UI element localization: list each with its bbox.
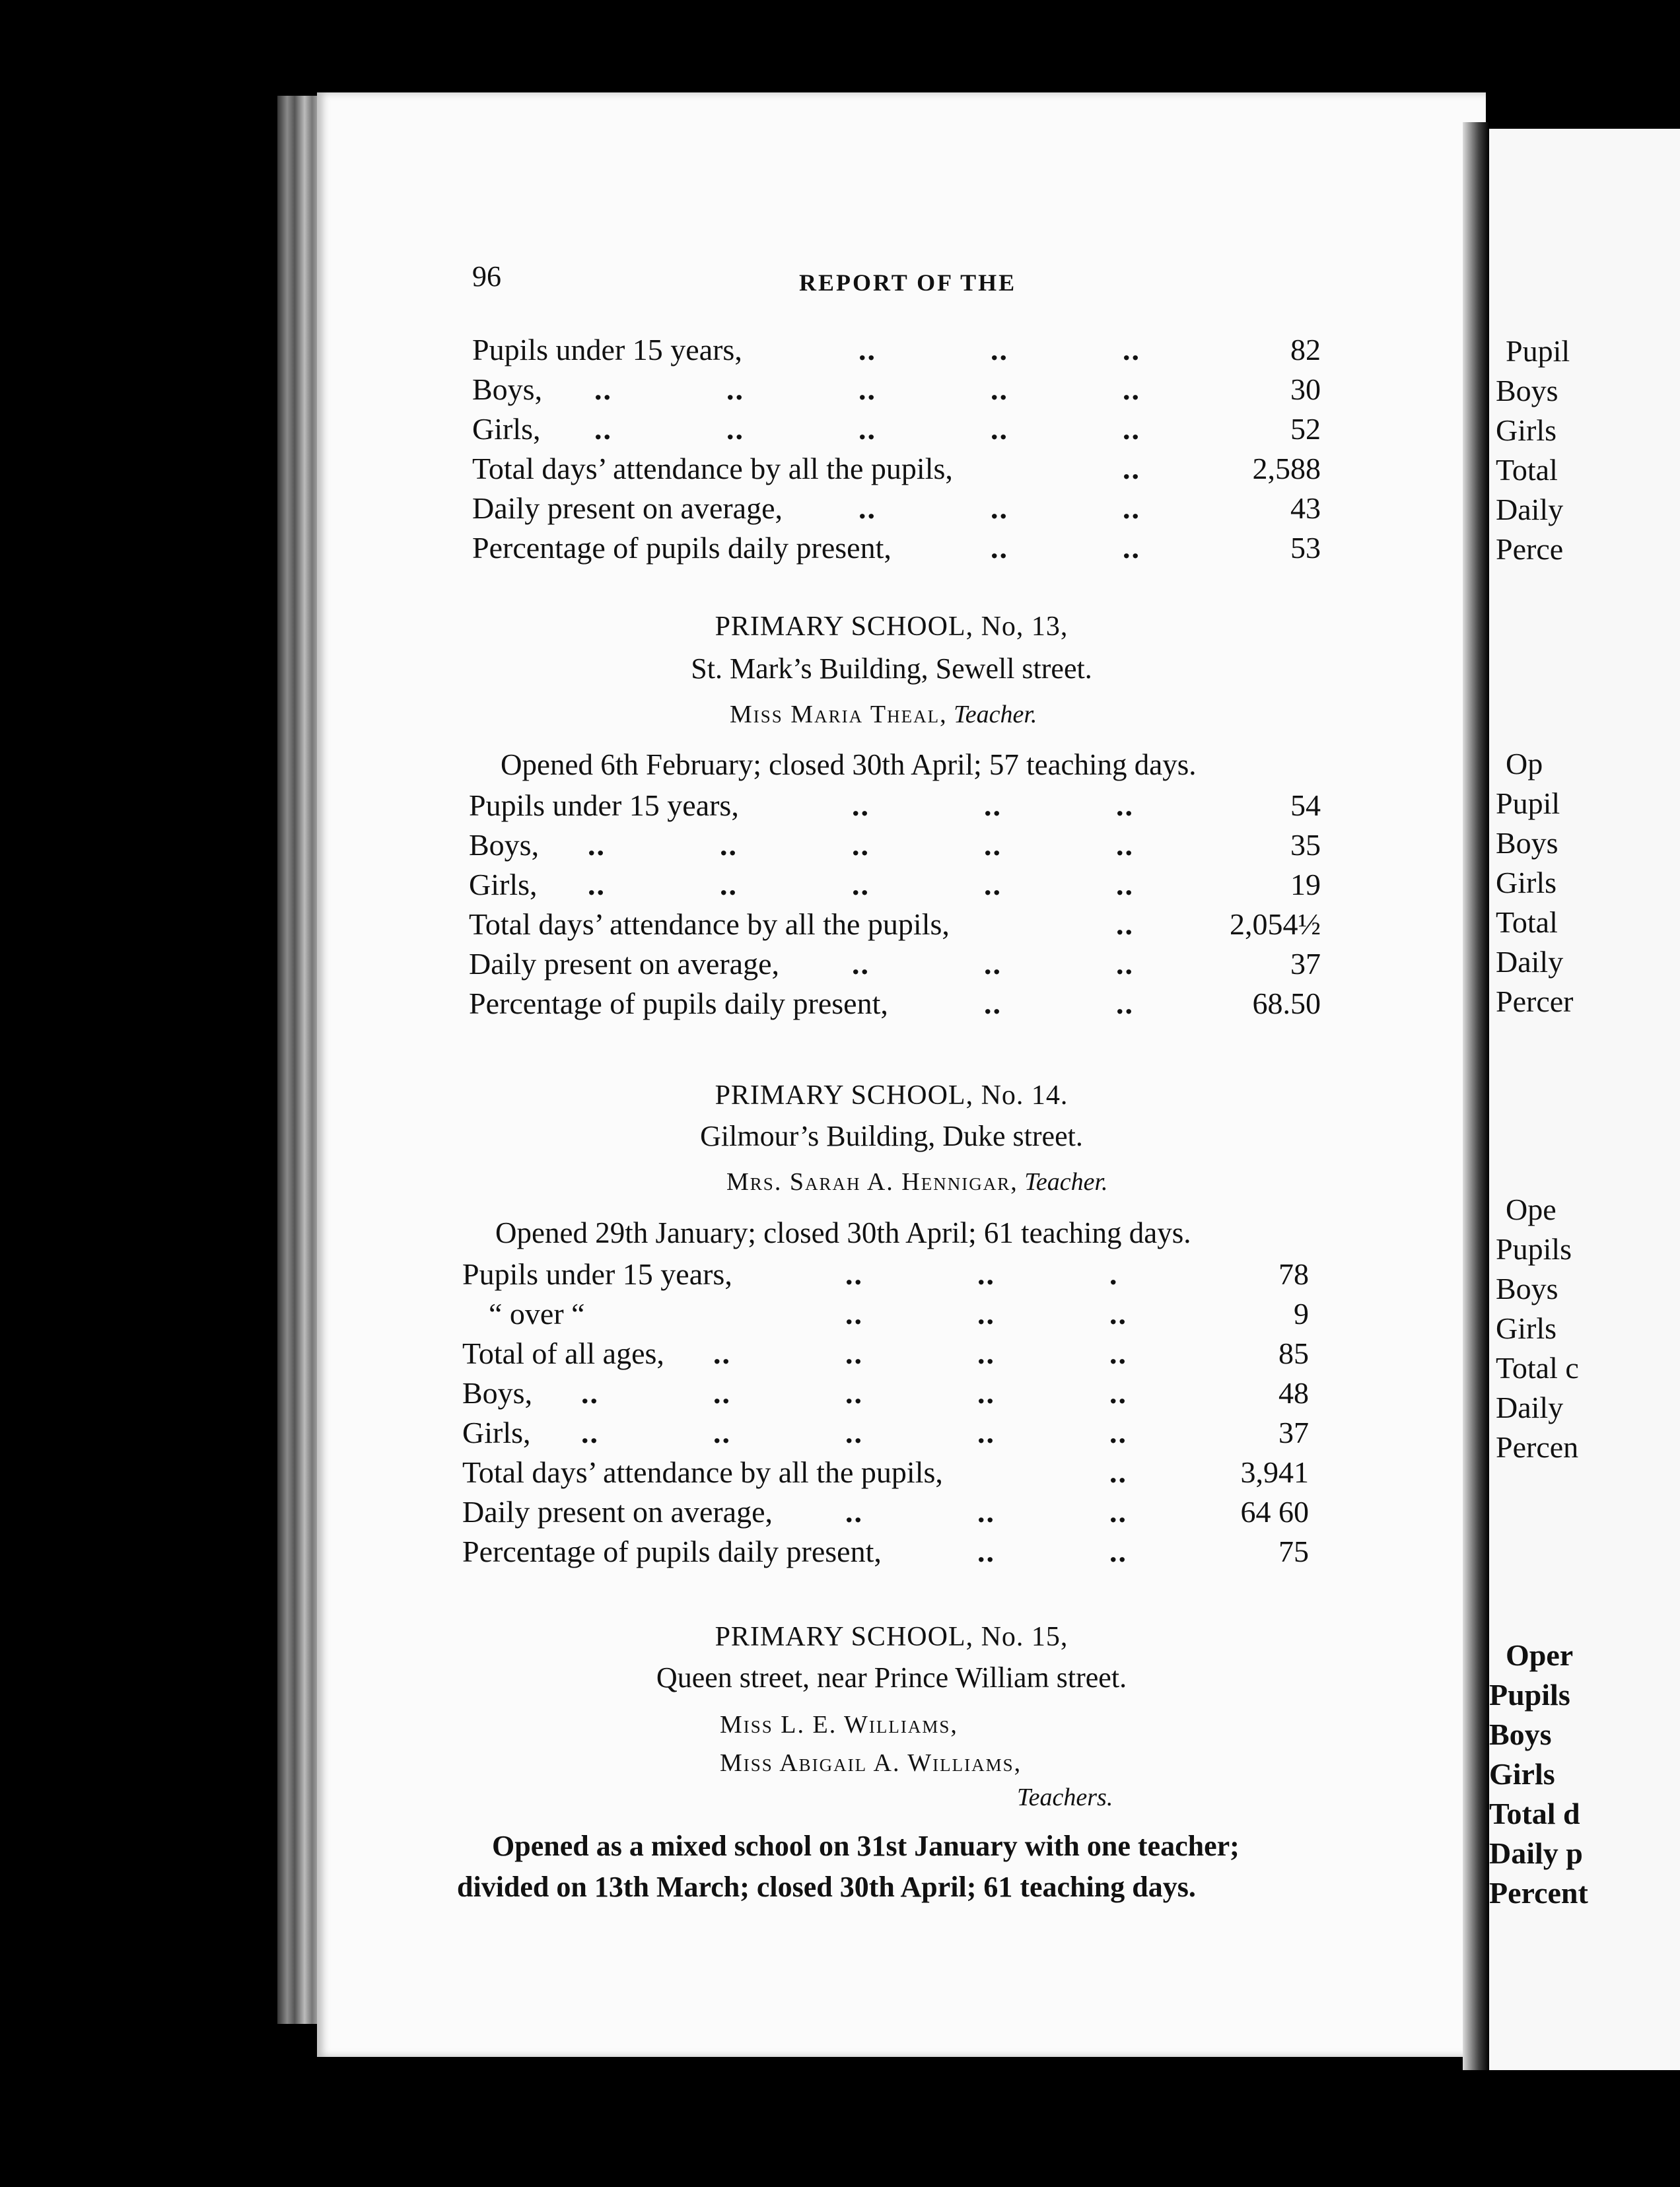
school-14-teacher (726, 1167, 1108, 1197)
dot-leader: .. (726, 412, 744, 446)
stat-label: Pupils under 15 years, (462, 1257, 732, 1291)
stat-value: 35 (1290, 828, 1321, 862)
facing-page-word: Boys (1496, 374, 1558, 407)
dot-leader: .. (713, 1376, 731, 1410)
facing-page-word: Girls (1496, 1311, 1557, 1345)
stat-row (469, 825, 1321, 865)
stat-row (462, 1532, 1309, 1572)
school-15-location: Queen street, near Prince William street. (656, 1661, 1127, 1694)
stat-value: 48 (1278, 1376, 1309, 1410)
dot-leader: .. (720, 828, 738, 862)
stat-value: 30 (1290, 372, 1321, 406)
school-14-location: Gilmour’s Building, Duke street. (700, 1120, 1083, 1152)
facing-page-word: Boys (1496, 826, 1558, 860)
facing-page-word: Perce (1496, 532, 1564, 566)
facing-page-word: Total (1496, 905, 1558, 939)
stat-label: Total of all ages, (462, 1336, 664, 1370)
facing-page-word: Pupils (1496, 1232, 1572, 1266)
dot-leader: .. (1116, 907, 1134, 941)
dot-leader: .. (984, 788, 1002, 822)
stat-value: 19 (1290, 868, 1321, 901)
school-13-heading: PRIMARY SCHOOL, No, 13, (715, 611, 1068, 642)
stat-label: Daily present on average, (469, 947, 780, 981)
stat-value: 43 (1290, 491, 1321, 525)
dot-leader: .. (858, 491, 876, 525)
stat-row (462, 1373, 1309, 1413)
dot-leader: .. (852, 828, 870, 862)
teacher-role: Teacher. (1024, 1168, 1108, 1196)
stat-row (472, 409, 1321, 449)
stat-label: Girls, (472, 412, 541, 446)
facing-page-word: Girls (1496, 413, 1557, 447)
dot-leader: .. (984, 947, 1002, 981)
stat-label: Daily present on average, (472, 491, 783, 525)
school-14-heading: PRIMARY SCHOOL, No. 14. (715, 1080, 1068, 1111)
facing-page-word: Percer (1496, 985, 1574, 1018)
dot-leader: .. (588, 828, 606, 862)
dot-leader: .. (977, 1535, 995, 1568)
dot-leader: .. (845, 1495, 863, 1529)
dot-leader: .. (977, 1495, 995, 1529)
dot-leader: .. (977, 1297, 995, 1331)
dot-leader: .. (594, 372, 612, 406)
facing-page-word: Pupils (1489, 1678, 1570, 1712)
dot-leader: .. (1116, 987, 1134, 1020)
dot-leader: .. (858, 372, 876, 406)
stat-row (462, 1413, 1309, 1453)
facing-page-word: Pupil (1506, 334, 1570, 368)
stat-row (469, 905, 1321, 944)
page-number: 96 (472, 260, 501, 293)
stat-row (462, 1453, 1309, 1492)
dot-leader: .. (852, 788, 870, 822)
facing-page-word: Percen (1496, 1430, 1579, 1464)
facing-page-word: Daily (1496, 493, 1564, 526)
dot-leader: . (1109, 1257, 1119, 1291)
dot-leader: .. (845, 1376, 863, 1410)
school-15-teacher-1: Miss L. E. Williams, (720, 1711, 958, 1739)
stat-value: 37 (1290, 947, 1321, 981)
dot-leader: .. (845, 1297, 863, 1331)
dot-leader: .. (594, 412, 612, 446)
teacher-name: Miss Maria Theal, (730, 701, 948, 728)
dot-leader: .. (1123, 372, 1140, 406)
stat-value: 75 (1278, 1535, 1309, 1568)
dot-leader: .. (852, 868, 870, 901)
teacher-role: Teacher. (954, 701, 1037, 728)
dot-leader: .. (1123, 412, 1140, 446)
stat-row (469, 865, 1321, 905)
facing-page-word: Op (1506, 747, 1543, 781)
dot-leader: .. (991, 491, 1008, 525)
dot-leader: .. (991, 412, 1008, 446)
facing-page-word: Oper (1506, 1638, 1574, 1672)
stat-label: Girls, (462, 1416, 531, 1449)
stat-value: 82 (1290, 333, 1321, 366)
facing-page-fragment (1489, 129, 1680, 2070)
dot-leader: .. (1109, 1455, 1127, 1489)
dot-leader: .. (977, 1416, 995, 1449)
stat-row (462, 1294, 1309, 1334)
facing-page-word: Boys (1496, 1272, 1558, 1305)
dot-leader: .. (845, 1336, 863, 1370)
stat-value: 9 (1294, 1297, 1309, 1331)
facing-page-word: Daily p (1489, 1836, 1583, 1870)
school-13-teacher (730, 700, 1037, 729)
dot-leader: .. (1109, 1495, 1127, 1529)
stat-value: 53 (1290, 531, 1321, 565)
school-13-location: St. Mark’s Building, Sewell street. (691, 652, 1092, 685)
dot-leader: .. (1116, 868, 1134, 901)
stat-value: 52 (1290, 412, 1321, 446)
dot-leader: .. (984, 828, 1002, 862)
stat-row (469, 944, 1321, 984)
school-15-teacher-role: Teachers. (1017, 1784, 1113, 1811)
dot-leader: .. (1109, 1376, 1127, 1410)
school-13-opened: Opened 6th February; closed 30th April; 57 teaching days. (501, 748, 1197, 781)
dot-leader: .. (845, 1257, 863, 1291)
dot-leader: .. (713, 1336, 731, 1370)
stat-row (462, 1492, 1309, 1532)
school-15-para-line-1: Opened as a mixed school on 31st January with one teacher; (492, 1830, 1240, 1862)
stat-label: Total days’ attendance by all the pupils, (469, 907, 950, 941)
stat-row (472, 528, 1321, 568)
facing-page-word: Daily (1496, 1391, 1564, 1424)
stat-label: Percentage of pupils daily present, (462, 1535, 882, 1568)
dot-leader: .. (991, 372, 1008, 406)
stat-row (472, 489, 1321, 528)
dot-leader: .. (977, 1336, 995, 1370)
dot-leader: .. (984, 987, 1002, 1020)
stat-value: 85 (1278, 1336, 1309, 1370)
stat-row (469, 786, 1321, 825)
school-15-heading: PRIMARY SCHOOL, No. 15, (715, 1622, 1068, 1652)
stat-label: Daily present on average, (462, 1495, 773, 1529)
stat-label: Total days’ attendance by all the pupils, (462, 1455, 943, 1489)
dot-leader: .. (1116, 788, 1134, 822)
facing-page-word: Girls (1489, 1757, 1555, 1791)
stat-value: 3,941 (1240, 1455, 1309, 1489)
dot-leader: .. (588, 868, 606, 901)
dot-leader: .. (1116, 828, 1134, 862)
teacher-name: Mrs. Sarah A. Hennigar, (726, 1168, 1018, 1196)
dot-leader: .. (858, 412, 876, 446)
stat-label: Girls, (469, 868, 538, 901)
facing-page-word: Daily (1496, 945, 1564, 979)
stat-row (462, 1334, 1309, 1373)
facing-page-word: Percent (1489, 1876, 1588, 1910)
stat-label: “ over “ (489, 1297, 585, 1331)
stat-value: 2,588 (1252, 452, 1321, 485)
dot-leader: .. (977, 1376, 995, 1410)
dot-leader: .. (1109, 1416, 1127, 1449)
stat-label: Total days’ attendance by all the pupils, (472, 452, 953, 485)
dot-leader: .. (977, 1257, 995, 1291)
stat-value: 54 (1290, 788, 1321, 822)
stat-label: Boys, (469, 828, 540, 862)
dot-leader: .. (713, 1416, 731, 1449)
dot-leader: .. (858, 333, 876, 366)
dot-leader: .. (1109, 1297, 1127, 1331)
stat-row (469, 984, 1321, 1024)
stat-value: 78 (1278, 1257, 1309, 1291)
dot-leader: .. (1116, 947, 1134, 981)
stat-value: 37 (1278, 1416, 1309, 1449)
stat-row (472, 370, 1321, 409)
dot-leader: .. (581, 1376, 599, 1410)
stat-row (472, 449, 1321, 489)
facing-page-word: Girls (1496, 866, 1557, 899)
facing-page-word: Total (1496, 453, 1558, 487)
dot-leader: .. (581, 1416, 599, 1449)
dot-leader: .. (1123, 452, 1140, 485)
school-14-opened: Opened 29th January; closed 30th April; 61 teaching days. (495, 1216, 1191, 1249)
dot-leader: .. (1123, 531, 1140, 565)
school-15-para-line-2: divided on 13th March; closed 30th April; 61 teaching days. (457, 1871, 1196, 1903)
dot-leader: .. (984, 868, 1002, 901)
stat-row (472, 330, 1321, 370)
stat-label: Percentage of pupils daily present, (472, 531, 892, 565)
facing-page-word: Ope (1506, 1193, 1557, 1226)
stat-label: Boys, (462, 1376, 533, 1410)
facing-page-word: Pupil (1496, 786, 1560, 820)
running-title: REPORT OF THE (799, 269, 1017, 296)
dot-leader: .. (1109, 1535, 1127, 1568)
stat-row (462, 1255, 1309, 1294)
stat-value: 64 60 (1240, 1495, 1309, 1529)
stat-label: Percentage of pupils daily present, (469, 987, 888, 1020)
stat-label: Pupils under 15 years, (472, 333, 742, 366)
facing-page-word: Total d (1489, 1797, 1580, 1830)
dot-leader: .. (852, 947, 870, 981)
facing-page-word: Total c (1496, 1351, 1579, 1385)
stat-value: 2,054½ (1230, 907, 1321, 941)
book-gutter (1463, 122, 1489, 2070)
stat-label: Pupils under 15 years, (469, 788, 739, 822)
dot-leader: .. (726, 372, 744, 406)
dot-leader: .. (1109, 1336, 1127, 1370)
dot-leader: .. (1123, 491, 1140, 525)
facing-page-word: Boys (1489, 1718, 1552, 1751)
stat-label: Boys, (472, 372, 543, 406)
dot-leader: .. (1123, 333, 1140, 366)
dot-leader: .. (720, 868, 738, 901)
stat-value: 68.50 (1252, 987, 1321, 1020)
dot-leader: .. (845, 1416, 863, 1449)
school-15-teacher-2: Miss Abigail A. Williams, (720, 1749, 1022, 1777)
dot-leader: .. (991, 333, 1008, 366)
dot-leader: .. (991, 531, 1008, 565)
